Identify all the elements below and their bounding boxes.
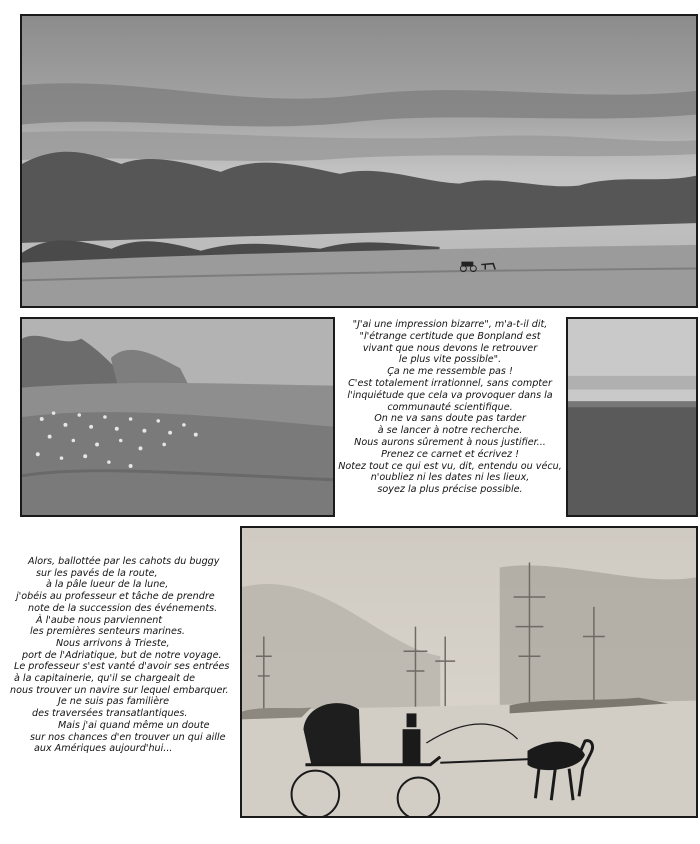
caption-dialogue — [334, 319, 566, 496]
caption-line: des traversées transatlantiques. — [32, 708, 188, 720]
caption-line: Ça ne me ressemble pas ! — [387, 366, 513, 378]
caption-line: Mais j'ai quand même un doute — [58, 719, 210, 731]
caption-line: communauté scientifique. — [387, 401, 513, 413]
landscape-drawing — [22, 16, 696, 306]
caption-line: On ne va sans doute pas tarder — [374, 413, 526, 425]
caption-line: le plus vite possible". — [398, 354, 502, 366]
panel-harbour — [240, 526, 698, 818]
caption-line: Alors, ballottée par les cahots du buggy — [28, 556, 220, 567]
caption-line: j'obéis au professeur et tâche de prendre — [16, 591, 215, 603]
harbour-drawing — [242, 528, 696, 816]
caption-line: À l'aube nous parviennent — [36, 614, 163, 626]
caption-line: à se lancer à notre recherche. — [377, 425, 523, 437]
caption-line: nous trouver un navire sur lequel embarquer. — [10, 684, 229, 696]
sea-horizon-drawing — [568, 319, 696, 515]
caption-line: Notez tout ce qui est vu, dit, entendu ou vécu, — [338, 460, 562, 472]
caption-line: les premières senteurs marines. — [30, 626, 185, 638]
flower-field-drawing — [22, 319, 333, 515]
caption-line: Nous arrivons à Trieste, — [56, 637, 170, 649]
caption-narration — [10, 556, 256, 755]
panel-landscape — [20, 14, 698, 308]
caption-line: l'inquiétude que cela va provoquer dans la — [347, 389, 553, 401]
caption-line: "J'ai une impression bizarre", m'a-t-il dit, — [352, 319, 548, 330]
caption-line: Je ne suis pas familière — [58, 696, 169, 708]
caption-line: Prenez ce carnet et écrivez ! — [381, 448, 519, 460]
caption-line: C'est totalement irrationnel, sans compter — [348, 377, 552, 389]
panel-sea-horizon — [566, 317, 698, 517]
caption-line: à la pâle lueur de la lune, — [46, 579, 169, 591]
panel-flower-field — [20, 317, 335, 517]
caption-line: soyez la plus précise possible. — [377, 484, 523, 496]
caption-line: Nous aurons sûrement à nous justifier... — [354, 436, 546, 448]
caption-line: aux Amériques aujourd'hui... — [34, 743, 173, 755]
caption-line: "l'étrange certitude que Bonpland est — [359, 330, 541, 342]
caption-line: port de l'Adriatique, but de notre voyage. — [22, 649, 222, 661]
caption-line: n'oubliez ni les dates ni les lieux, — [370, 472, 530, 484]
caption-line: Le professeur s'est vanté d'avoir ses entrées — [14, 661, 230, 673]
caption-line: vivant que nous devons le retrouver — [362, 342, 538, 354]
caption-line: note de la succession des événements. — [28, 602, 218, 614]
caption-line: à la capitainerie, qu'il se chargeait de — [14, 673, 195, 685]
caption-line: sur nos chances d'en trouver un qui aille — [30, 731, 226, 743]
caption-line: sur les pavés de la route, — [36, 567, 158, 579]
